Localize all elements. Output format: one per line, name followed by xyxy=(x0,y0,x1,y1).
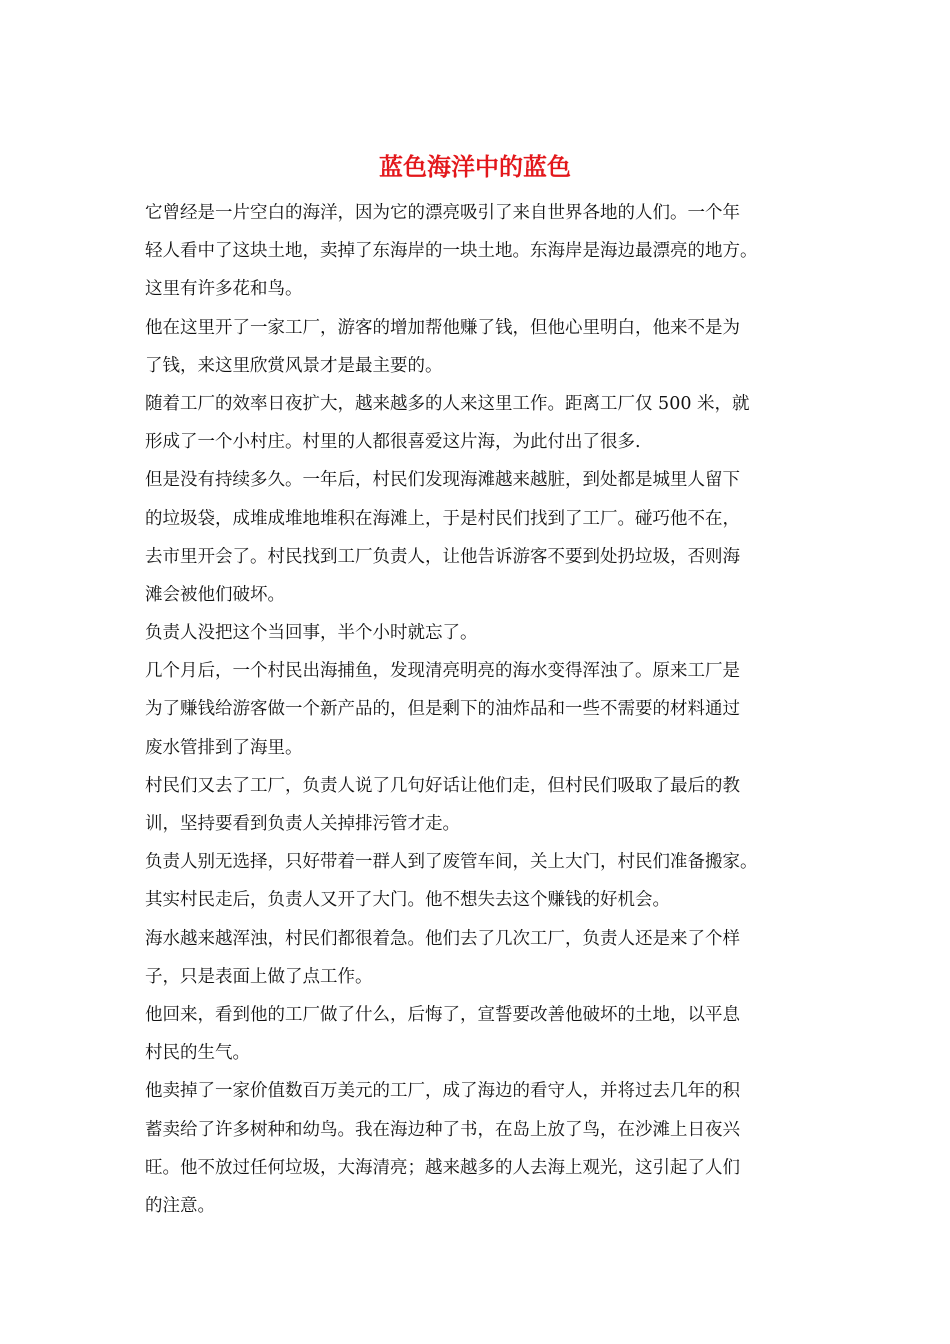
body-text-line: 的垃圾袋，成堆成堆地堆积在海滩上，于是村民们找到了工厂。碰巧他不在， xyxy=(145,508,740,529)
body-text-line: 他回来，看到他的工厂做了什么，后悔了，宣誓要改善他破坏的土地，以平息 xyxy=(145,1004,740,1025)
body-text-line: 了钱，来这里欣赏风景才是最主要的。 xyxy=(145,355,443,376)
body-text-line: 去市里开会了。村民找到工厂负责人，让他告诉游客不要到处扔垃圾，否则海 xyxy=(145,546,740,567)
body-text-line: 训，坚持要看到负责人关掉排污管才走。 xyxy=(145,814,460,834)
body-text-line: 滩会被他们破坏。 xyxy=(145,584,285,605)
body-text-line: 他在这里开了一家工厂，游客的增加帮他赚了钱，但他心里明白，他来不是为 xyxy=(145,317,740,338)
body-text-line: 几个月后，一个村民出海捕鱼，发现清亮明亮的海水变得浑浊了。原来工厂是 xyxy=(145,661,740,682)
body-text-line: 村民们又去了工厂，负责人说了几句好话让他们走，但村民们吸取了最后的教 xyxy=(145,775,740,796)
body-text-line: 这里有许多花和鸟。 xyxy=(145,279,303,300)
body-text-line: 子，只是表面上做了点工作。 xyxy=(145,966,373,987)
body-text-line: 但是没有持续多久。一年后，村民们发现海滩越来越脏，到处都是城里人留下 xyxy=(145,470,740,491)
body-text-line: 蓄卖给了许多树种和幼鸟。我在海边种了书，在岛上放了鸟，在沙滩上日夜兴 xyxy=(145,1119,740,1140)
body-text-line: 废水管排到了海里。 xyxy=(145,737,303,758)
body-text-line: 形成了一个小村庄。村里的人都很喜爱这片海，为此付出了很多. xyxy=(145,432,641,453)
body-text-line: 旺。他不放过任何垃圾，大海清亮；越来越多的人去海上观光，这引起了人们 xyxy=(145,1157,740,1178)
body-text-line: 负责人别无选择，只好带着一群人到了废管车间，关上大门，村民们准备搬家。 xyxy=(145,852,758,873)
body-text-line: 轻人看中了这块土地，卖掉了东海岸的一块土地。东海岸是海边最漂亮的地方。 xyxy=(145,241,758,262)
document-body xyxy=(145,194,815,1225)
body-text-line: 他卖掉了一家价值数百万美元的工厂，成了海边的看守人，并将过去几年的积 xyxy=(145,1081,740,1102)
body-text-line: 负责人没把这个当回事，半个小时就忘了。 xyxy=(145,623,478,644)
body-text-line: 村民的生气。 xyxy=(145,1043,250,1064)
body-text-line: 它曾经是一片空白的海洋，因为它的漂亮吸引了来自世界各地的人们。一个年 xyxy=(145,203,740,223)
body-text-line: 为了赚钱给游客做一个新产品的，但是剩下的油炸品和一些不需要的材料通过 xyxy=(145,699,740,720)
body-text-line: 随着工厂的效率日夜扩大，越来越多的人来这里工作。距离工厂仅 500 米，就 xyxy=(145,393,750,414)
body-text-line: 的注意。 xyxy=(145,1195,215,1216)
body-text-line: 其实村民走后，负责人又开了大门。他不想失去这个赚钱的好机会。 xyxy=(145,890,670,911)
document-title: 蓝色海洋中的蓝色 xyxy=(379,152,571,181)
body-text-line: 海水越来越浑浊，村民们都很着急。他们去了几次工厂，负责人还是来了个样 xyxy=(145,928,740,949)
